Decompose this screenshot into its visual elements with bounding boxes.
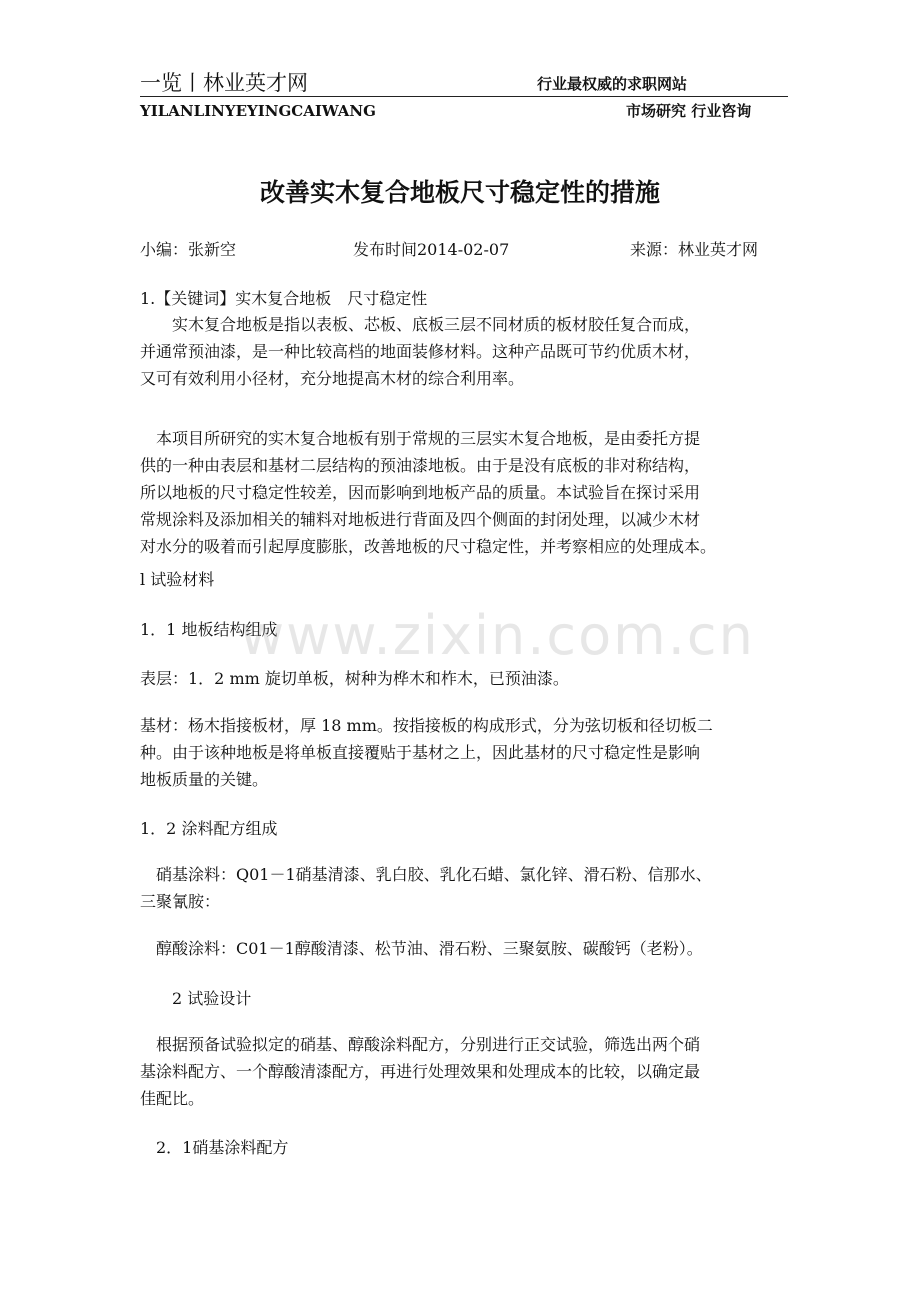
text-line: 三聚氰胺： — [140, 892, 221, 911]
text-line: 本项目所研究的实木复合地板有别于常规的三层实木复合地板，是由委托方提 — [140, 429, 701, 448]
text-line: 对水分的吸着而引起厚度膨胀，改善地板的尺寸稳定性，并考察相应的处理成本。 — [140, 537, 717, 556]
text-line: 常规涂料及添加相关的辅料对地板进行背面及四个侧面的封闭处理，以减少木材 — [140, 510, 701, 529]
alkyd-coating-text: 醇酸涂料：C01－1醇酸清漆、松节油、滑石粉、三聚氨胺、碳酸钙（老粉）。 — [140, 939, 703, 958]
surface-layer-text: 表层：1．2 mm 旋切单板，树种为桦木和柞木，已预油漆。 — [140, 669, 569, 688]
text-line: 地板质量的关键。 — [140, 770, 269, 789]
watermark: www.zixin.com.cn — [240, 604, 755, 667]
text-line: 又可有效利用小径材，充分地提高木材的综合利用率。 — [140, 369, 525, 388]
text-line: 佳配比。 — [140, 1089, 205, 1108]
text-line: 基材：杨木指接板材，厚 18 mm。按指接板的构成形式，分为弦切板和径切板二 — [140, 716, 713, 735]
text-line: 供的一种由表层和基材二层结构的预油漆地板。由于是没有底板的非对称结构， — [140, 456, 701, 475]
header-rule — [140, 96, 788, 97]
subsection-heading: 1．1 地板结构组成 — [140, 620, 278, 639]
brand-pinyin: YILANLINYEYINGCAIWANG — [140, 102, 376, 120]
project-paragraph — [140, 425, 716, 560]
keywords-line: 1.【关键词】实木复合地板 尺寸稳定性 — [140, 289, 428, 308]
design-paragraph — [140, 1031, 700, 1112]
base-material-paragraph — [140, 712, 713, 793]
article-title: 改善实木复合地板尺寸稳定性的措施 — [259, 178, 660, 207]
text-line: 基涂料配方、一个醇酸清漆配方，再进行处理效果和处理成本的比较，以确定最 — [140, 1062, 701, 1081]
text-line: 所以地板的尺寸稳定性较差，因而影响到地板产品的质量。本试验旨在探讨采用 — [140, 483, 701, 502]
article-publish-time: 发布时间2014-02-07 — [353, 240, 510, 259]
text-line: 并通常预油漆，是一种比较高档的地面装修材料。这种产品既可节约优质木材， — [140, 342, 701, 361]
article-source: 来源：林业英才网 — [630, 240, 759, 259]
text-line: 根据预备试验拟定的硝基、醇酸涂料配方，分别进行正交试验，筛选出两个硝 — [140, 1035, 701, 1054]
intro-paragraph — [140, 311, 700, 392]
text-line: 种。由于该种地板是将单板直接覆贴于基材之上，因此基材的尺寸稳定性是影响 — [140, 743, 701, 762]
nitro-coating-paragraph — [140, 861, 712, 915]
text-line: 实木复合地板是指以表板、芯板、底板三层不同材质的板材胶任复合而成， — [140, 315, 701, 334]
text-line: 硝基涂料：Q01－1硝基清漆、乳白胶、乳化石蜡、氯化锌、滑石粉、信那水、 — [140, 865, 712, 884]
section-heading: 2 试验设计 — [140, 989, 252, 1008]
site-services: 市场研究 行业咨询 — [626, 102, 752, 120]
section-heading: l 试验材料 — [140, 570, 215, 589]
site-tagline: 行业最权威的求职网站 — [537, 75, 688, 93]
subsection-heading: 1．2 涂料配方组成 — [140, 819, 278, 838]
subsection-heading: 2．1硝基涂料配方 — [140, 1138, 289, 1157]
site-brand: 一览丨林业英才网 — [140, 71, 308, 95]
article-editor: 小编：张新空 — [140, 240, 237, 259]
